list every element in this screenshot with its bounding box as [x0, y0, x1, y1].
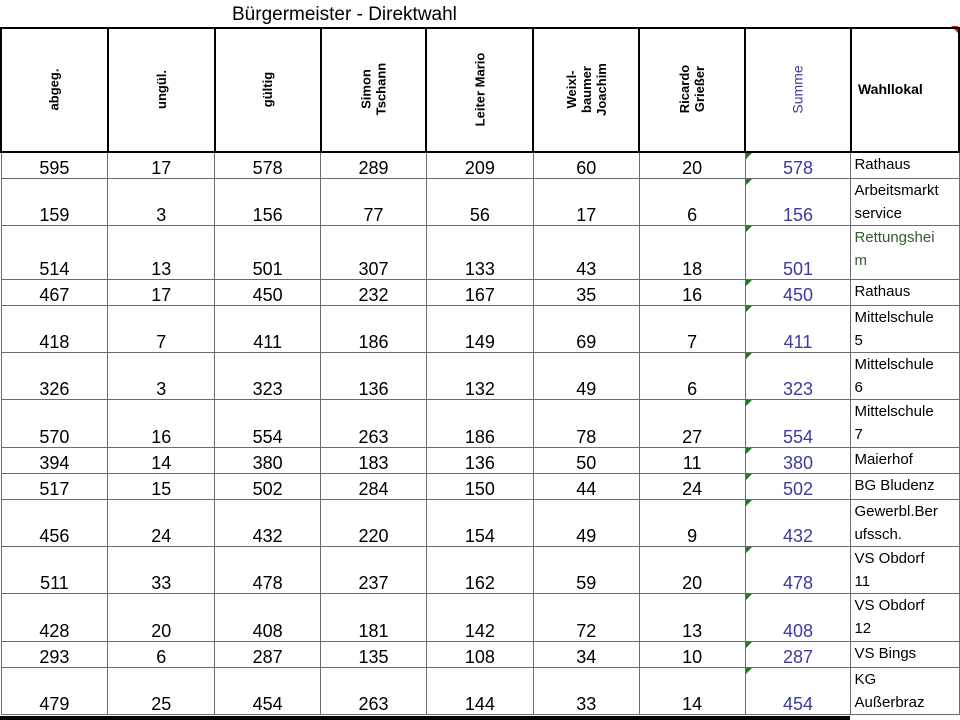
cell-leiter[interactable]: 154 [426, 500, 533, 547]
cell-weixl[interactable]: 50 [533, 448, 639, 474]
cell-weixl[interactable]: 34 [533, 642, 639, 668]
header-label: Weixl- baumer Joachim [563, 62, 609, 116]
cell-leiter[interactable]: 186 [426, 400, 533, 448]
cell-leiter[interactable]: 167 [426, 280, 533, 306]
cell-summe[interactable]: 501 [745, 226, 851, 280]
table-row [1, 448, 959, 474]
cell-griesser[interactable]: 11 [639, 448, 745, 474]
header-label: abgeg. [46, 68, 62, 111]
cell-abgeg[interactable]: 293 [1, 642, 108, 668]
cell-weixl[interactable]: 17 [533, 179, 639, 226]
cell-abgeg[interactable]: 517 [1, 474, 108, 500]
cell-griesser[interactable]: 9 [639, 500, 745, 547]
cell-tschann[interactable]: 237 [321, 547, 427, 594]
table-row [1, 400, 959, 448]
cell-summe[interactable]: 554 [745, 400, 851, 448]
cell-lokal[interactable]: Maierhof [851, 448, 959, 474]
cell-tschann[interactable]: 77 [321, 179, 427, 226]
cell-unguel[interactable]: 7 [108, 306, 215, 353]
cell-tschann[interactable]: 284 [321, 474, 427, 500]
header-label: Ricardo Grießer [677, 64, 708, 114]
error-indicator-icon [746, 474, 752, 480]
cell-gueltig[interactable]: 554 [215, 400, 321, 448]
table-row [1, 642, 959, 668]
spreadsheet-grid [0, 27, 960, 715]
cell-abgeg[interactable]: 159 [1, 179, 108, 226]
cell-abgeg[interactable]: 456 [1, 500, 108, 547]
cell-lokal[interactable]: Mittelschule 5 [851, 306, 959, 353]
cell-leiter[interactable]: 142 [426, 594, 533, 642]
header-cell-griesser[interactable] [639, 28, 745, 152]
cell-weixl[interactable]: 35 [533, 280, 639, 306]
header-cell-gueltig[interactable] [215, 28, 321, 152]
cell-weixl[interactable]: 59 [533, 547, 639, 594]
cell-leiter[interactable]: 136 [426, 448, 533, 474]
cell-gueltig[interactable]: 156 [215, 179, 321, 226]
header-label: gültig [260, 71, 276, 108]
cell-griesser[interactable]: 6 [639, 353, 745, 400]
cell-unguel[interactable]: 24 [108, 500, 215, 547]
cell-unguel[interactable]: 16 [108, 400, 215, 448]
error-indicator-icon [746, 226, 752, 232]
error-indicator-icon [746, 547, 752, 553]
cell-leiter[interactable]: 209 [426, 152, 533, 179]
cell-unguel[interactable]: 3 [108, 353, 215, 400]
cell-tschann[interactable]: 220 [321, 500, 427, 547]
cell-lokal[interactable]: VS Bings [851, 642, 959, 668]
cell-unguel[interactable]: 14 [108, 448, 215, 474]
cell-gueltig[interactable]: 411 [215, 306, 321, 353]
error-indicator-icon [746, 668, 752, 674]
cell-lokal[interactable]: Rathaus [851, 152, 959, 179]
cell-summe[interactable]: 578 [745, 152, 851, 179]
table-row [1, 226, 959, 280]
cell-tschann[interactable]: 135 [321, 642, 427, 668]
table-row [1, 179, 959, 226]
cell-unguel[interactable]: 33 [108, 547, 215, 594]
cell-abgeg[interactable]: 394 [1, 448, 108, 474]
header-cell-abgeg[interactable] [1, 28, 108, 152]
cell-griesser[interactable]: 20 [639, 547, 745, 594]
cell-weixl[interactable]: 49 [533, 353, 639, 400]
cell-abgeg[interactable]: 326 [1, 353, 108, 400]
cell-tschann[interactable]: 263 [321, 400, 427, 448]
cell-leiter[interactable]: 108 [426, 642, 533, 668]
cell-abgeg[interactable]: 479 [1, 668, 108, 715]
cell-weixl[interactable]: 60 [533, 152, 639, 179]
cell-gueltig[interactable]: 380 [215, 448, 321, 474]
cell-tschann[interactable]: 307 [321, 226, 427, 280]
table-row [1, 152, 959, 179]
cell-abgeg[interactable]: 514 [1, 226, 108, 280]
cell-weixl[interactable]: 33 [533, 668, 639, 715]
cell-unguel[interactable]: 6 [108, 642, 215, 668]
cell-griesser[interactable]: 16 [639, 280, 745, 306]
cell-summe[interactable]: 323 [745, 353, 851, 400]
sheet-title-row [0, 0, 960, 27]
cell-weixl[interactable]: 43 [533, 226, 639, 280]
cell-tschann[interactable]: 263 [321, 668, 427, 715]
cell-griesser[interactable]: 10 [639, 642, 745, 668]
cell-abgeg[interactable]: 418 [1, 306, 108, 353]
cell-lokal[interactable]: Mittelschule 7 [851, 400, 959, 448]
error-indicator-icon [746, 400, 752, 406]
cell-summe[interactable]: 502 [745, 474, 851, 500]
cell-lokal[interactable]: Arbeitsmarkt service [851, 179, 959, 226]
cell-griesser[interactable]: 7 [639, 306, 745, 353]
cell-gueltig[interactable]: 478 [215, 547, 321, 594]
cell-summe[interactable]: 156 [745, 179, 851, 226]
cell-lokal[interactable]: BG Bludenz [851, 474, 959, 500]
cell-tschann[interactable]: 181 [321, 594, 427, 642]
cell-leiter[interactable]: 150 [426, 474, 533, 500]
cell-lokal[interactable]: KG Außerbraz [851, 668, 959, 715]
cell-unguel[interactable]: 13 [108, 226, 215, 280]
cell-griesser[interactable]: 18 [639, 226, 745, 280]
cell-tschann[interactable]: 289 [321, 152, 427, 179]
sheet-title: Bürgermeister - Direktwahl [232, 4, 457, 25]
cell-gueltig[interactable]: 501 [215, 226, 321, 280]
cell-weixl[interactable]: 72 [533, 594, 639, 642]
header-label: Simon Tschann [358, 62, 389, 116]
cell-griesser[interactable]: 6 [639, 179, 745, 226]
cell-summe[interactable]: 380 [745, 448, 851, 474]
cell-leiter[interactable]: 144 [426, 668, 533, 715]
cell-leiter[interactable]: 162 [426, 547, 533, 594]
cell-griesser[interactable]: 14 [639, 668, 745, 715]
table-bottom-border [0, 716, 850, 720]
results-table [0, 27, 960, 715]
error-indicator-icon [746, 306, 752, 312]
error-indicator-icon [746, 594, 752, 600]
cell-gueltig[interactable]: 450 [215, 280, 321, 306]
cell-summe[interactable]: 408 [745, 594, 851, 642]
cell-abgeg[interactable]: 595 [1, 152, 108, 179]
header-label: Summe [789, 65, 806, 114]
cell-weixl[interactable]: 78 [533, 400, 639, 448]
table-row [1, 280, 959, 306]
error-indicator-icon [746, 448, 752, 454]
cell-leiter[interactable]: 149 [426, 306, 533, 353]
cell-summe[interactable]: 432 [745, 500, 851, 547]
error-indicator-icon [746, 642, 752, 648]
cell-weixl[interactable]: 44 [533, 474, 639, 500]
cell-tschann[interactable]: 186 [321, 306, 427, 353]
cell-gueltig[interactable]: 578 [215, 152, 321, 179]
cell-lokal[interactable]: Rettungshei m [851, 226, 959, 280]
cell-abgeg[interactable]: 511 [1, 547, 108, 594]
cell-griesser[interactable]: 13 [639, 594, 745, 642]
header-cell-wahllokal[interactable] [851, 28, 959, 152]
cell-weixl[interactable]: 49 [533, 500, 639, 547]
table-row [1, 500, 959, 547]
cell-tschann[interactable]: 136 [321, 353, 427, 400]
cell-abgeg[interactable]: 467 [1, 280, 108, 306]
header-row [1, 28, 959, 152]
cell-leiter[interactable]: 56 [426, 179, 533, 226]
cell-lokal[interactable]: VS Obdorf 12 [851, 594, 959, 642]
header-cell-leiter[interactable] [426, 28, 533, 152]
error-indicator-icon [746, 179, 752, 185]
cell-summe[interactable]: 478 [745, 547, 851, 594]
error-indicator-icon [746, 153, 752, 159]
table-row [1, 668, 959, 715]
table-row [1, 594, 959, 642]
cell-griesser[interactable]: 27 [639, 400, 745, 448]
cell-gueltig[interactable]: 454 [215, 668, 321, 715]
cell-unguel[interactable]: 20 [108, 594, 215, 642]
cell-unguel[interactable]: 3 [108, 179, 215, 226]
cell-abgeg[interactable]: 570 [1, 400, 108, 448]
table-row [1, 547, 959, 594]
cell-gueltig[interactable]: 323 [215, 353, 321, 400]
cell-griesser[interactable]: 24 [639, 474, 745, 500]
cell-summe[interactable]: 450 [745, 280, 851, 306]
cell-tschann[interactable]: 232 [321, 280, 427, 306]
cell-gueltig[interactable]: 287 [215, 642, 321, 668]
cell-summe[interactable]: 454 [745, 668, 851, 715]
cell-lokal[interactable]: Gewerbl.Ber ufssch. [851, 500, 959, 547]
cell-abgeg[interactable]: 428 [1, 594, 108, 642]
header-cell-tschann[interactable] [321, 28, 427, 152]
table-row [1, 306, 959, 353]
cell-gueltig[interactable]: 502 [215, 474, 321, 500]
cell-tschann[interactable]: 183 [321, 448, 427, 474]
table-row [1, 474, 959, 500]
cell-gueltig[interactable]: 432 [215, 500, 321, 547]
header-cell-weixlbaumer[interactable] [533, 28, 639, 152]
cell-summe[interactable]: 287 [745, 642, 851, 668]
cell-summe[interactable]: 411 [745, 306, 851, 353]
cell-unguel[interactable]: 17 [108, 280, 215, 306]
cell-unguel[interactable]: 17 [108, 152, 215, 179]
error-indicator-icon [746, 500, 752, 506]
cell-lokal[interactable]: VS Obdorf 11 [851, 547, 959, 594]
cell-leiter[interactable]: 133 [426, 226, 533, 280]
cell-weixl[interactable]: 69 [533, 306, 639, 353]
error-indicator-icon [746, 353, 752, 359]
header-cell-unguel[interactable] [108, 28, 215, 152]
cell-lokal[interactable]: Mittelschule 6 [851, 353, 959, 400]
cell-unguel[interactable]: 25 [108, 668, 215, 715]
cell-griesser[interactable]: 20 [639, 152, 745, 179]
header-label: Wahllokal [857, 81, 923, 97]
cell-gueltig[interactable]: 408 [215, 594, 321, 642]
cell-unguel[interactable]: 15 [108, 474, 215, 500]
header-label: ungül. [153, 70, 169, 109]
error-indicator-icon [746, 280, 752, 286]
table-row [1, 353, 959, 400]
cell-leiter[interactable]: 132 [426, 353, 533, 400]
cell-lokal[interactable]: Rathaus [851, 280, 959, 306]
header-label: Leiter Mario [472, 52, 488, 127]
header-cell-summe[interactable] [745, 28, 851, 152]
